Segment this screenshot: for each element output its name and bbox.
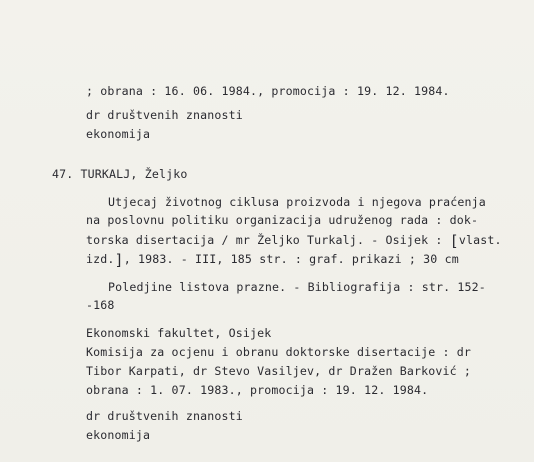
publisher-note: vlast. bbox=[458, 233, 502, 247]
prev-defense-line: ; obrana : 16. 06. 1984., promocija : 19. 12. 1984. bbox=[86, 84, 450, 98]
title-line-4-text: , 1983. - III, 185 str. : graf. prikazi ; 30 cm bbox=[123, 252, 459, 266]
entry-number-author: 47. TURKALJ, Željko bbox=[52, 167, 188, 181]
publisher-note-cont: izd. bbox=[86, 252, 115, 266]
committee-line-2: Tibor Karpati, dr Stevo Vasiljev, dr Dražen Barković ; bbox=[86, 364, 472, 378]
open-bracket: [ bbox=[449, 232, 459, 250]
note-line-1: Poledjine listova prazne. - Bibliografija : str. 152- bbox=[108, 280, 486, 294]
note-line-2: -168 bbox=[86, 298, 115, 312]
title-line-3 bbox=[86, 233, 502, 248]
prev-degree: dr društvenih znanosti bbox=[86, 108, 243, 122]
committee-line-3: obrana : 1. 07. 1983., promocija : 19. 12. 1984. bbox=[86, 383, 429, 397]
title-line-3-text: torska disertacija / mr Željko Turkalj. - Osijek : bbox=[86, 233, 450, 247]
entry-degree: dr društvenih znanosti bbox=[86, 409, 243, 423]
title-line-1: Utjecaj životnog ciklusa proizvoda i njegova praćenja bbox=[108, 195, 486, 209]
committee-line-1: Komisija za ocjenu i obranu doktorske disertacije : dr bbox=[86, 345, 472, 359]
prev-field: ekonomija bbox=[86, 127, 151, 141]
entry-field: ekonomija bbox=[86, 428, 151, 442]
close-bracket: ] bbox=[114, 251, 124, 269]
title-line-4 bbox=[86, 252, 459, 267]
title-line-2: na poslovnu politiku organizacija udruženog rada : dok- bbox=[86, 213, 479, 227]
institution: Ekonomski fakultet, Osijek bbox=[86, 326, 272, 340]
